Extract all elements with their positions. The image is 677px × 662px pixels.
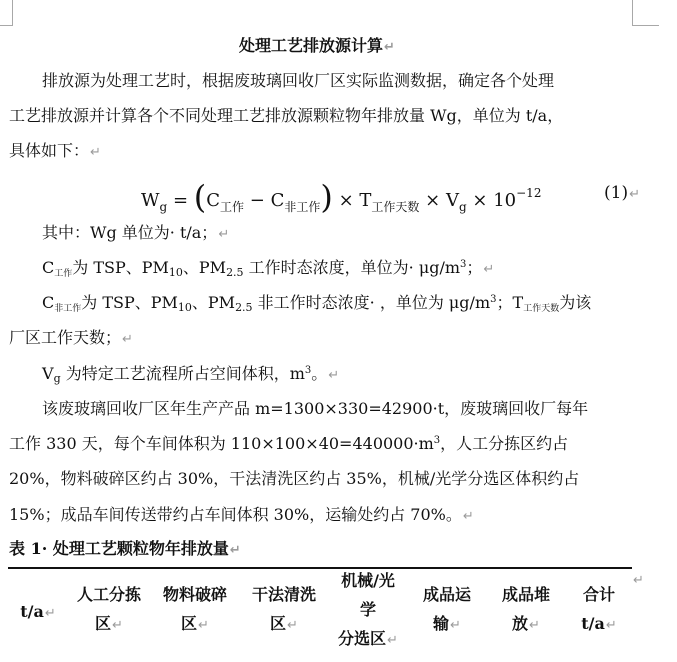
table-caption[interactable]: 表 1· 处理工艺颗粒物年排放量↵ [9,539,241,558]
definition-where[interactable]: 其中：Wg 单位为· t/a；↵ [42,223,230,242]
table-header-cell-manual-sorting[interactable]: 人工分拣 区↵ [76,585,141,633]
facility-line-1[interactable]: 该废玻璃回收厂区年生产产品 m=1300×330=42900·t，废玻璃回收厂每年 [42,399,589,418]
definition-v[interactable]: $V_g$ 为特定工艺流程所占空间体积，$m^3$。↵ [42,364,340,385]
definition-c-work[interactable]: $C_{工作}$为 TSP、$PM_{10}$、$PM_{2.5}$ 工作时态浓度，单位为· $\mu g/m^3$；↵ [42,258,495,279]
equation-number: (1)↵ [604,183,640,203]
emission-equation[interactable]: $W_g = (C_{工作} - C_{非工作}) \times T_{工作天数} \times V_g \times 10^{-12}$ [141,178,542,216]
table-header-cell-unit[interactable]: t/a↵ [20,602,56,621]
intro-line-3[interactable]: 具体如下：↵ [9,141,101,160]
facility-line-4[interactable]: 15%；成品车间传送带约占车间体积 30%，运输处约占 70%。↵ [9,505,474,524]
table-header-cell-crushing[interactable]: 物料破碎 区↵ [162,585,227,633]
definition-c-nonwork-cont[interactable]: 厂区工作天数；↵ [9,328,133,347]
table-header-cell-product-storage[interactable]: 成品堆 放↵ [501,585,550,633]
table-top-rule [8,567,632,569]
row-end-mark: ↵ [633,573,644,588]
facility-line-3[interactable]: 20%，物料破碎区约占 30%，干法清洗区约占 35%，机械/光学分选区体积约占 [9,469,580,488]
paragraph-mark: ↵ [384,40,395,55]
table-header-cell-dry-cleaning[interactable]: 干法清洗 区↵ [251,585,316,633]
page-margin-corner-right [632,0,659,26]
page-margin-corner-left [0,0,13,26]
table-header-cell-product-transport[interactable]: 成品运 输↵ [422,585,471,633]
table-header-cell-optical-sorting[interactable]: 机械/光 学 分选区↵ [338,571,398,648]
paragraph-mark: ↵ [90,145,101,160]
table-header-cell-total[interactable]: 合计 t/a↵ [581,585,617,633]
intro-line-1[interactable]: 排放源为处理工艺时，根据废玻璃回收厂区实际监测数据，确定各个处理 [42,71,555,90]
intro-line-2[interactable]: 工艺排放源并计算各个不同处理工艺排放源颗粒物年排放量 Wg，单位为 t/a， [9,106,564,125]
section-title[interactable]: 处理工艺排放源计算↵ [239,36,395,55]
facility-line-2[interactable]: 工作 330 天，每个车间体积为 $110\times 100\times 40=440000\cdot m^3$，人工分拣区约占 [9,434,569,453]
definition-c-nonwork[interactable]: $C_{非工作}$为 TSP、$PM_{10}$、$PM_{2.5}$ 非工作时态浓度· ，单位为 $\mu g/m^3$；$T_{工作天数}$为该 [42,293,592,314]
